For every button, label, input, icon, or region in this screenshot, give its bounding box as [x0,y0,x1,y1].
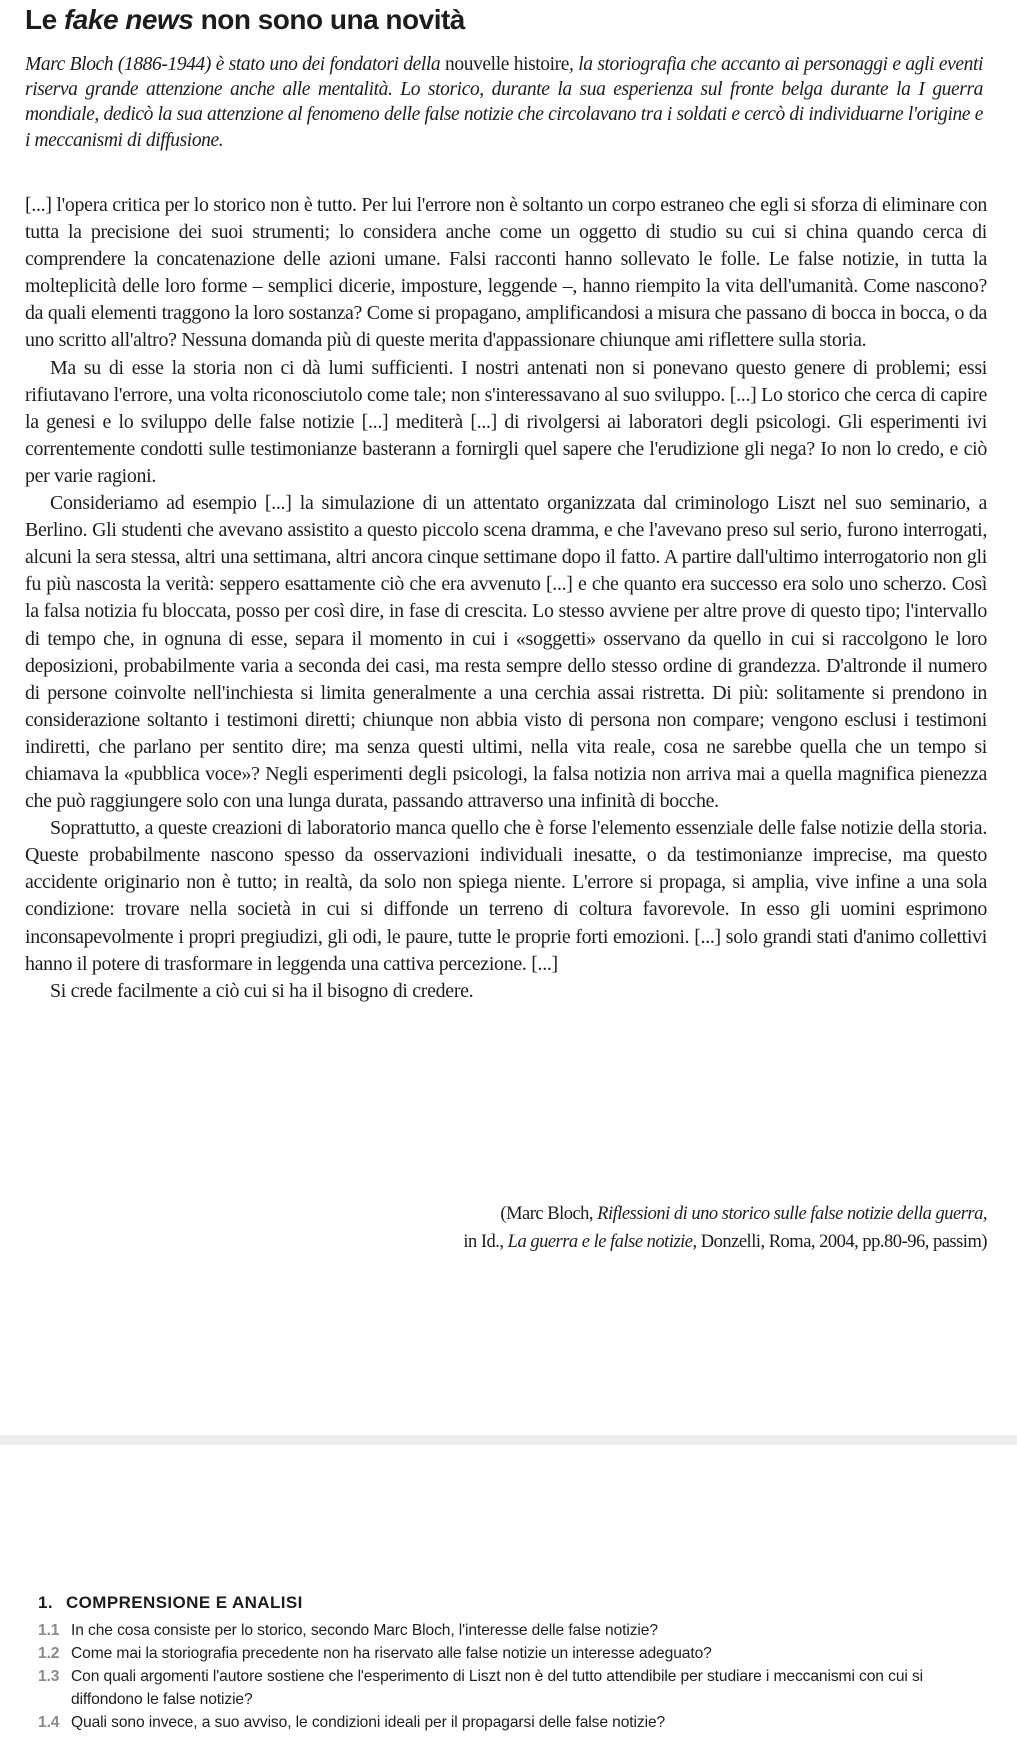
excerpt [25,192,987,1005]
excerpt-closing-line: Si crede facilmente a ciò cui si ha il bisogno di credere. [50,979,474,1002]
citation-book-title: La guerra e le false notizie [507,1232,693,1252]
citation-line-2 [207,1228,987,1256]
question-number: 1.4 [38,1714,60,1731]
citation-publisher: , Donzelli, Roma, 2004, pp.80-96, passim) [692,1232,987,1252]
question-text: Come mai la storiografia precedente non ha riservato alle false notizie un interesse adeguato? [71,1645,712,1662]
intro-paragraph [25,52,983,153]
section-divider [0,1435,1017,1445]
title-prefix: Le [25,4,64,35]
intro-text-nouvelle-histoire: nouvelle histoire [445,54,570,75]
title-suffix: non sono una novità [193,4,465,35]
intro-text-1: Marc Bloch (1886-1944) è stato uno dei fondatori della [25,54,446,75]
excerpt-paragraph-4: Soprattutto, a queste creazioni di laboratorio manca quello che è forse l'elemento essenziale delle false notizie della storia. Queste probabilmente nascono spesso da osservazioni individuali inesatte, o da testimonianze imprecise, ma questo accidente originario non è tutto; in realtà, da solo non spiega niente. L'errore si propaga, si amplia, vive infine a una sola condizione: trovare nella società in cui si diffonde un terreno di coltura favorevole. In esso gli uomini esprimono inconsapevolmente i propri pregiudizi, gli odi, le paure, tutte le proprie forti emozioni. [...] solo grandi stati d'animo collettivi hanno il potere di trasformare in leggenda una cattiva percezione. [...] [25,817,987,975]
title-fake-news: fake news [63,4,194,35]
citation [207,1200,987,1256]
question-item [38,1642,978,1665]
question-item [38,1665,978,1711]
citation-line-1 [207,1200,987,1228]
intro-text-2: , la storiografia che accanto ai personaggi e agli eventi riserva grande attenzione anche alle mentalità. Lo storico, durante la sua esperienza sul fronte belga durante la I guerra mondiale, dedicò la sua attenzione al fenomeno delle false notizie che circolavano tra i soldati e cercò di individuarne l'origine e i meccanismi di diffusione. [25,54,983,151]
section-title: COMPRENSIONE E ANALISI [66,1593,303,1612]
section-number: 1. [38,1593,53,1612]
excerpt-paragraph-1: [...] l'opera critica per lo storico non è tutto. Per lui l'errore non è soltanto un corpo estraneo che egli si sforza di eliminare con tutta la precisione dei suoi strumenti; lo considera anche come un oggetto di studio su cui si china quando cerca di comprendere la concatenazione delle azioni umane. Falsi racconti hanno sollevato le folle. Le false notizie, in tutta la molteplicità delle loro forme – semplici dicerie, imposture, leggende –, hanno riempito la vita dell'umanità. Come nascono? da quali elementi traggono la loro sostanza? Come si propagano, amplificandosi a misura che passano di bocca in bocca, o da uno scritto all'altro? Nessuna domanda più di queste merita d'appassionare chiunque ami riflettere sulla storia. [25,194,987,352]
question-number: 1.3 [38,1668,60,1685]
citation-in: in Id., [463,1232,508,1252]
citation-essay-title: Riflessioni di uno storico sulle false notizie della guerra, [597,1204,987,1224]
citation-author: (Marc Bloch, [500,1204,598,1224]
question-text: In che cosa consiste per lo storico, secondo Marc Bloch, l'interesse delle false notizie? [71,1622,658,1639]
exercises-section [38,1593,978,1734]
question-item [38,1711,978,1734]
section-heading [38,1593,978,1613]
question-item [38,1619,978,1642]
question-text: Con quali argomenti l'autore sostiene che l'esperimento di Liszt non è del tutto attendibile per studiare i meccanismi con cui si diffondono le false notizie? [71,1668,924,1708]
question-number: 1.1 [38,1622,60,1639]
excerpt-paragraph-2: Ma su di esse la storia non ci dà lumi sufficienti. I nostri antenati non si ponevano questo genere di problemi; essi rifiutavano l'errore, una volta riconosciutolo come tale; non s'interessavano al suo sviluppo. [...] Lo storico che cerca di capire la genesi e lo sviluppo delle false notizie [...] mediterà [...] di rivolgersi ai laboratori degli psicologi. Gli esperimenti ivi correntemente condotti sulle testimonianze basterann a fornirgli quel sapere che l'erudizione gli nega? Io non lo credo, e ciò per varie ragioni. [25,356,987,487]
page-title [25,4,465,36]
excerpt-paragraph-3: Consideriamo ad esempio [...] la simulazione di un attentato organizzata dal criminologo Liszt nel suo seminario, a Berlino. Gli studenti che avevano assistito a questo piccolo scena dramma, e che l'avevano preso sul serio, furono interrogati, alcuni la sera stessa, altri una settimana, altri ancora cinque settimane dopo il fatto. A partire dall'ultimo interrogatorio non gli fu più nascosta la verità: seppero esattamente ciò che era avvenuto [...] e che quanto era successo era solo uno scherzo. Così la falsa notizia fu bloccata, posso per così dire, in fase di crescita. Lo stesso avviene per altre prove di questo tipo; l'intervallo di tempo che, in ognuna di esse, separa il momento in cui i «soggetti» osservano da quello in cui si raccolgono le loro deposizioni, probabilmente varia a seconda dei casi, ma resta sempre dello stesso ordine di grandezza. D'altronde il numero di persone coinvolte nell'inchiesta si limita generalmente a una cerchia assai ristretta. Di più: solitamente si prendono in considerazione soltanto i testimoni diretti; chiunque non abbia visto di persona non compare; vengono esclusi i testimoni indiretti, che parlano per sentito dire; ma senza questi ultimi, nella vita reale, cosa ne sarebbe quella che un tempo si chiamava la «pubblica voce»? Negli esperimenti degli psicologi, la falsa notizia non arriva mai a quella magnifica pienezza che può raggiungere solo con una lunga durata, passando attraverso una infinità di bocche. [25,492,987,813]
question-number: 1.2 [38,1645,60,1662]
question-text: Quali sono invece, a suo avviso, le condizioni ideali per il propagarsi delle false notizie? [71,1714,666,1731]
